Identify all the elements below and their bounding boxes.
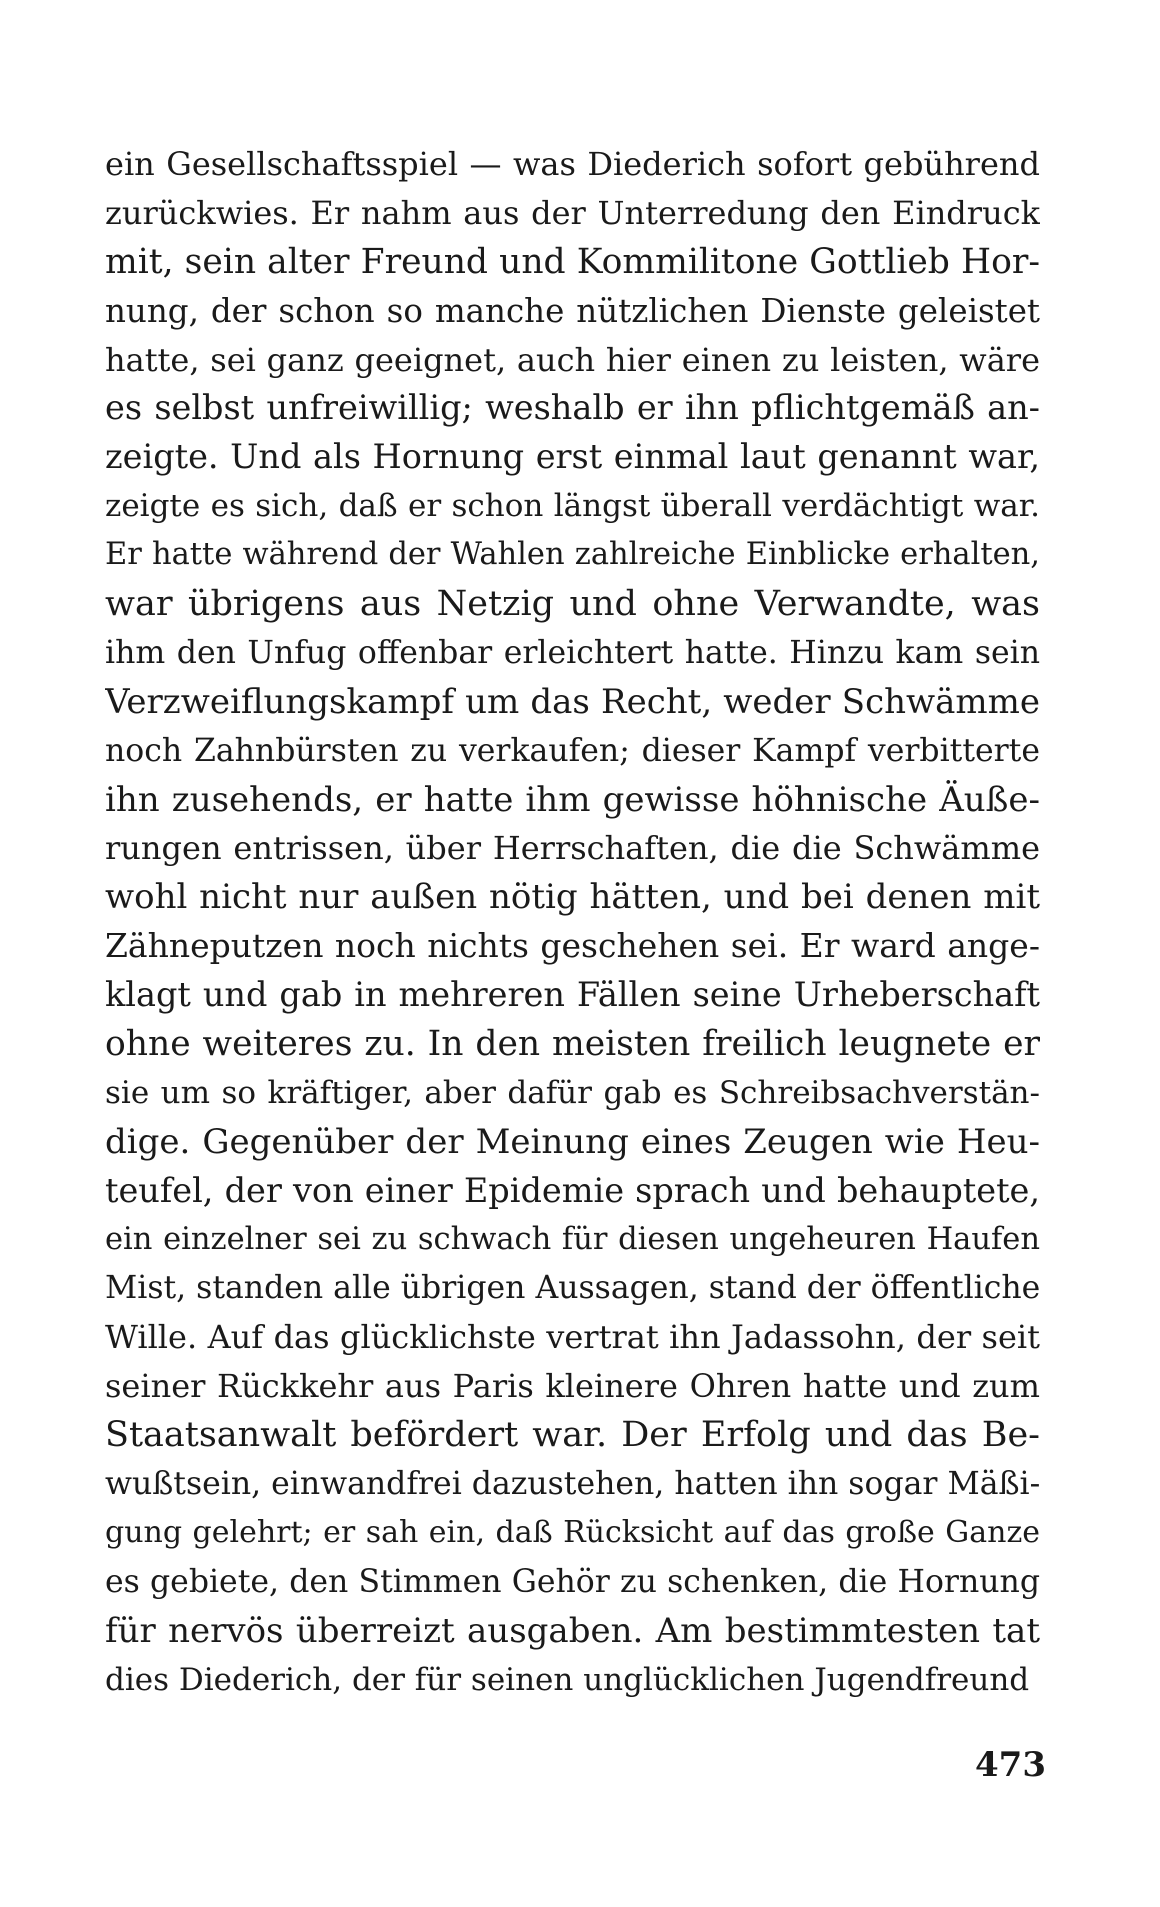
body-text: [105, 140, 1040, 1705]
text-line: war übrigens aus Netzig und ohne Verwandte, was: [105, 584, 1040, 625]
text-line: rungen entrissen, über Herrschaften, die die Schwämme: [105, 829, 1040, 868]
text-line: noch Zahnbürsten zu verkaufen; dieser Kampf verbitterte: [105, 732, 1040, 769]
text-line: gung gelehrt; er sah ein, daß Rücksicht auf das große Ganze: [105, 1514, 1040, 1550]
text-line: mit, sein alter Freund und Kommilitone Gottlieb Hor-: [105, 241, 1040, 282]
text-line: Wille. Auf das glücklichste vertrat ihn Jadassohn, der seit: [105, 1318, 1040, 1357]
text-line: Staatsanwalt befördert war. Der Erfolg und das Be-: [105, 1415, 1040, 1456]
text-line: zeigte. Und als Hornung erst einmal laut genannt war,: [105, 437, 1040, 477]
text-line: ohne weiteres zu. In den meisten freilich leugnete er: [105, 1024, 1040, 1065]
text-line: dige. Gegenüber der Meinung eines Zeugen wie Heu-: [105, 1121, 1040, 1162]
text-line: wohl nicht nur außen nötig hätten, und bei denen mit: [105, 877, 1040, 918]
text-line: hatte, sei ganz geeignet, auch hier einen zu leisten, wäre: [105, 340, 1040, 379]
text-line: ein einzelner sei zu schwach für diesen ungeheuren Haufen: [105, 1221, 1040, 1257]
page-number: 473: [975, 1745, 1046, 1785]
text-line: teufel, der von einer Epidemie sprach und behauptete,: [105, 1170, 1040, 1210]
text-line: seiner Rückkehr aus Paris kleinere Ohren hatte und zum: [105, 1367, 1040, 1406]
text-line: nung, der schon so manche nützlichen Dienste geleistet: [105, 291, 1040, 330]
text-line: Verzweiflungskampf um das Recht, weder Schwämme: [105, 681, 1040, 722]
text-line: sie um so kräftiger, aber dafür gab es Schreibsachverstän-: [105, 1074, 1040, 1111]
text-line: ein Gesellschaftsspiel — was Diederich sofort gebührend: [105, 145, 1040, 183]
text-line: für nervös überreizt ausgaben. Am bestimmtesten tat: [105, 1610, 1040, 1651]
text-line: ihn zusehends, er hatte ihm gewisse höhnische Äuße-: [105, 779, 1040, 820]
text-line: zeigte es sich, daß er schon längst überall verdächtigt war.: [105, 488, 1040, 525]
text-line: klagt und gab in mehreren Fällen seine Urheberschaft: [105, 975, 1040, 1015]
text-line: Er hatte während der Wahlen zahlreiche Einblicke erhalten,: [105, 537, 1040, 573]
text-line: es selbst unfreiwillig; weshalb er ihn pflichtgemäß an-: [105, 388, 1040, 428]
text-line: wußtsein, einwandfrei dazustehen, hatten ihn sogar Mäßi-: [105, 1466, 1040, 1503]
text-line: es gebiete, den Stimmen Gehör zu schenken, die Hornung: [105, 1563, 1040, 1600]
text-line: ihm den Unfug offenbar erleichtert hatte. Hinzu kam sein: [105, 634, 1040, 671]
text-line: Mist, standen alle übrigen Aussagen, stand der öffentliche: [105, 1270, 1040, 1307]
text-line: dies Diederich, der für seinen unglücklichen Jugendfreund: [105, 1661, 1030, 1698]
text-line: Zähneputzen noch nichts geschehen sei. Er ward ange-: [105, 926, 1040, 966]
text-line: zurückwies. Er nahm aus der Unterredung den Eindruck: [105, 193, 1040, 232]
